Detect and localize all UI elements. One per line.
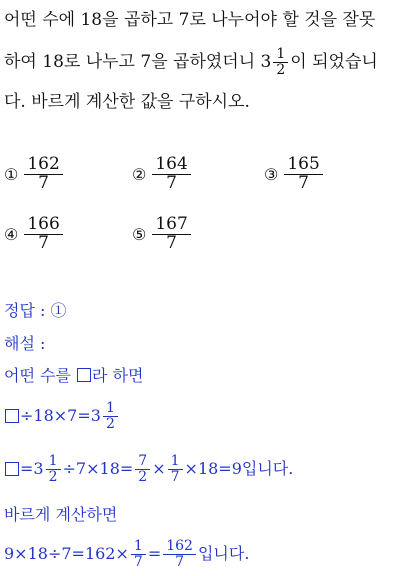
solution-line-1 [4,365,143,387]
solution-line-4: 바르게 계산하면 [4,505,118,524]
equation-2 [4,447,293,491]
equation-fraction [131,539,146,569]
equation-text: 9×18÷7=162× [4,544,129,563]
fraction-denominator: 2 [138,468,148,485]
equation-text: ×18=9입니다. [184,459,294,478]
fraction-denominator: 7 [298,172,309,193]
mixed-fraction [273,47,288,77]
option-1[interactable] [4,156,65,193]
option-mark: ① [4,164,19,184]
equation-fraction [46,454,61,484]
option-mark: ③ [264,164,279,184]
option-3[interactable] [264,156,325,193]
fraction-numerator: 1 [46,454,61,470]
fraction-numerator: 167 [152,216,190,235]
solution-text: 어떤 수를 [4,366,71,385]
option-fraction [24,216,62,253]
question-line-2-text: 하여 18로 나누고 7을 곱하였더니 3 [4,52,272,72]
equation-text: ÷18×7=3 [20,406,101,425]
equation-text: =3 [20,459,44,478]
fraction-denominator: 7 [175,553,185,570]
fraction-denominator: 2 [48,468,58,485]
fraction-numerator: 162 [163,539,196,555]
fraction-denominator: 2 [276,61,286,78]
option-fraction [284,156,322,193]
fraction-numerator: 1 [273,47,288,63]
solution-text: 라 하면 [92,366,144,385]
equation-text: 입니다. [197,544,250,563]
explanation-label: 해설 : [4,334,46,353]
question-line-1: 어떤 수에 18을 곱하고 7로 나누어야 할 것을 잘못 [4,10,376,30]
blank-box-icon [5,462,19,476]
option-2[interactable] [132,156,193,193]
equation-fraction [163,539,196,569]
fraction-denominator: 7 [170,468,180,485]
fraction-numerator: 1 [168,454,183,470]
fraction-denominator: 7 [38,172,49,193]
answer-line: 정답 : ① [4,301,67,320]
question-line-3: 다. 바르게 계산한 값을 구하시오. [4,92,250,112]
fraction-denominator: 7 [38,232,49,253]
fraction-numerator: 1 [131,539,146,555]
equation-text: = [147,544,162,563]
fraction-denominator: 7 [166,232,177,253]
option-fraction [152,216,190,253]
option-mark: ⑤ [132,224,147,244]
equation-fraction [103,401,118,431]
fraction-denominator: 7 [133,553,143,570]
equation-fraction [135,454,150,484]
fraction-numerator: 1 [103,401,118,417]
fraction-denominator: 7 [166,172,177,193]
fraction-numerator: 7 [135,454,150,470]
fraction-denominator: 2 [105,415,115,432]
option-mark: ② [132,164,147,184]
option-5[interactable] [132,216,193,253]
blank-box-icon [5,409,19,423]
option-fraction [24,156,62,193]
fraction-numerator: 164 [152,156,190,175]
option-mark: ④ [4,224,19,244]
fraction-numerator: 166 [24,216,62,235]
equation-text: ÷7×18= [62,459,134,478]
question-line-2-tail: 이 되었습니 [290,52,378,72]
equation-1 [4,394,120,438]
option-fraction [152,156,190,193]
option-4[interactable] [4,216,65,253]
equation-text: × [152,459,166,478]
question-line-2 [4,40,378,84]
equation-fraction [168,454,183,484]
equation-3 [4,532,249,576]
blank-box-icon [77,368,91,382]
fraction-numerator: 165 [284,156,322,175]
fraction-numerator: 162 [24,156,62,175]
